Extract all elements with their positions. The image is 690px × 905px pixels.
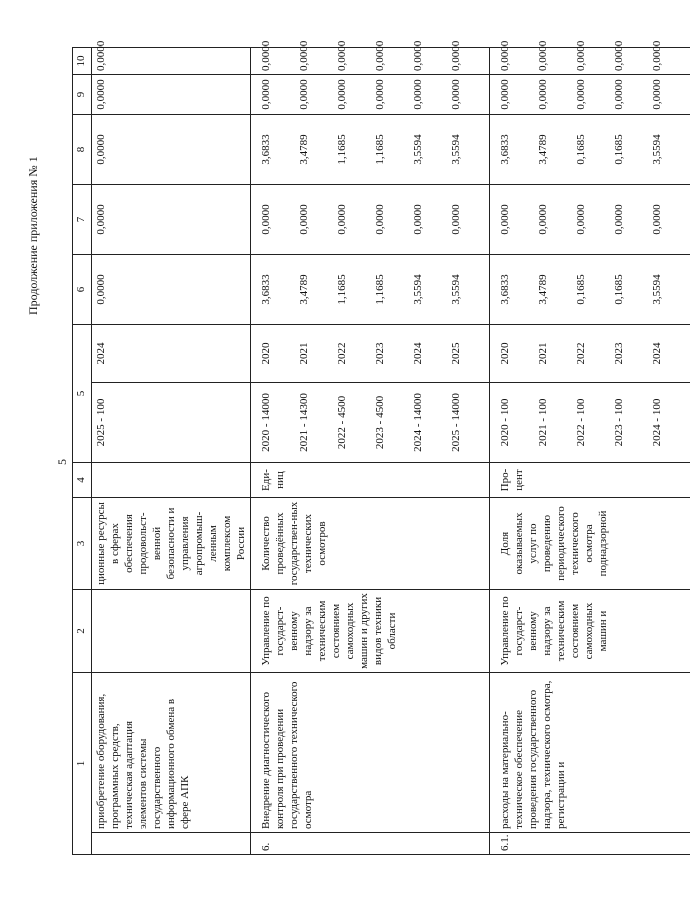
page-number: 5 (55, 459, 69, 465)
column-number-row (73, 48, 92, 855)
col9-values: 0,0000 0,0000 0,0000 0,0000 0,0000 (490, 75, 690, 115)
targets: 2025 - 100 (92, 383, 251, 463)
col8-values: 3,6833 3,4789 1,1685 1,1685 3,5594 3,5594 (251, 115, 490, 185)
years: 2020 2021 2022 2023 2024 (490, 325, 690, 383)
program-table (72, 40, 690, 855)
targets: 2020 - 100 2021 - 100 2022 - 100 2023 - 100 2024 - 100 (490, 383, 690, 463)
col9-values: 0,0000 (92, 75, 251, 115)
measure-name: Внедрение диагностического контроля при проведении государственного технического осмотра (251, 673, 490, 833)
col10-values: 0,0000 (92, 48, 251, 75)
col-head-8: 8 (73, 115, 92, 185)
continuation-label: Продолжение приложения № 1 (26, 156, 40, 315)
years: 2020 2021 2022 2023 2024 2025 (251, 325, 490, 383)
col7-values: 0,0000 (92, 185, 251, 255)
measure-name: расходы на материально-техническое обеспечение проведения государственного надзора, технического осмотра, регистрации и (490, 673, 690, 833)
col7-values: 0,0000 0,0000 0,0000 0,0000 0,0000 0,0000 (251, 185, 490, 255)
col-head-3: 3 (73, 498, 92, 590)
unit (92, 463, 251, 498)
col-head-5: 5 (73, 325, 92, 463)
executor (92, 590, 251, 673)
col6-values: 0,0000 (92, 255, 251, 325)
table-row (251, 48, 490, 855)
col-head-1: 1 (73, 673, 92, 855)
col-head-7: 7 (73, 185, 92, 255)
indicator: Количество проведённых государствен-ных технических осмотров (251, 498, 490, 590)
years: 2024 (92, 325, 251, 383)
col-head-2: 2 (73, 590, 92, 673)
indicator: Доля оказываемых услуг по проведению периодического технического осмотра поднадзорной (490, 498, 690, 590)
col7-values: 0,0000 0,0000 0,0000 0,0000 0,0000 (490, 185, 690, 255)
col-head-6: 6 (73, 255, 92, 325)
row-number (92, 833, 251, 855)
table-row (490, 48, 690, 855)
measure-name: приобретение оборудования, программных средств, техническая адаптация элементов системы государственного информационного обмена в сфере АПК (92, 673, 251, 833)
col-head-10: 10 (73, 48, 92, 75)
col-head-4: 4 (73, 463, 92, 498)
row-number: 6.1. (490, 833, 690, 855)
col8-values: 0,0000 (92, 115, 251, 185)
col6-values: 3,6833 3,4789 0,1685 0,1685 3,5594 (490, 255, 690, 325)
col10-values: 0,0000 0,0000 0,0000 0,0000 0,0000 0,0000 (251, 48, 490, 75)
table-row (92, 48, 251, 855)
col10-values: 0,0000 0,0000 0,0000 0,0000 0,0000 (490, 48, 690, 75)
executor: Управление по государст-венному надзору за техническим состоянием самоходных машин и (490, 590, 690, 673)
col6-values: 3,6833 3,4789 1,1685 1,1685 3,5594 3,5594 (251, 255, 490, 325)
executor: Управление по государст-венному надзору за техническим состоянием самоходных машин и других видов техники области (251, 590, 490, 673)
indicator: ционные ресурсы в сферах обеспечения продовольст-венной безопасности и управления агропромыш-ленным комплексом России (92, 498, 251, 590)
col8-values: 3,6833 3,4789 0,1685 0,1685 3,5594 (490, 115, 690, 185)
row-number: 6. (251, 833, 490, 855)
unit: Про-цент (490, 463, 690, 498)
col-head-9: 9 (73, 75, 92, 115)
targets: 2020 - 14000 2021 - 14300 2022 - 4500 2023 - 4500 2024 - 14000 2025 - 14000 (251, 383, 490, 463)
unit: Еди-ниц (251, 463, 490, 498)
col9-values: 0,0000 0,0000 0,0000 0,0000 0,0000 0,0000 (251, 75, 490, 115)
